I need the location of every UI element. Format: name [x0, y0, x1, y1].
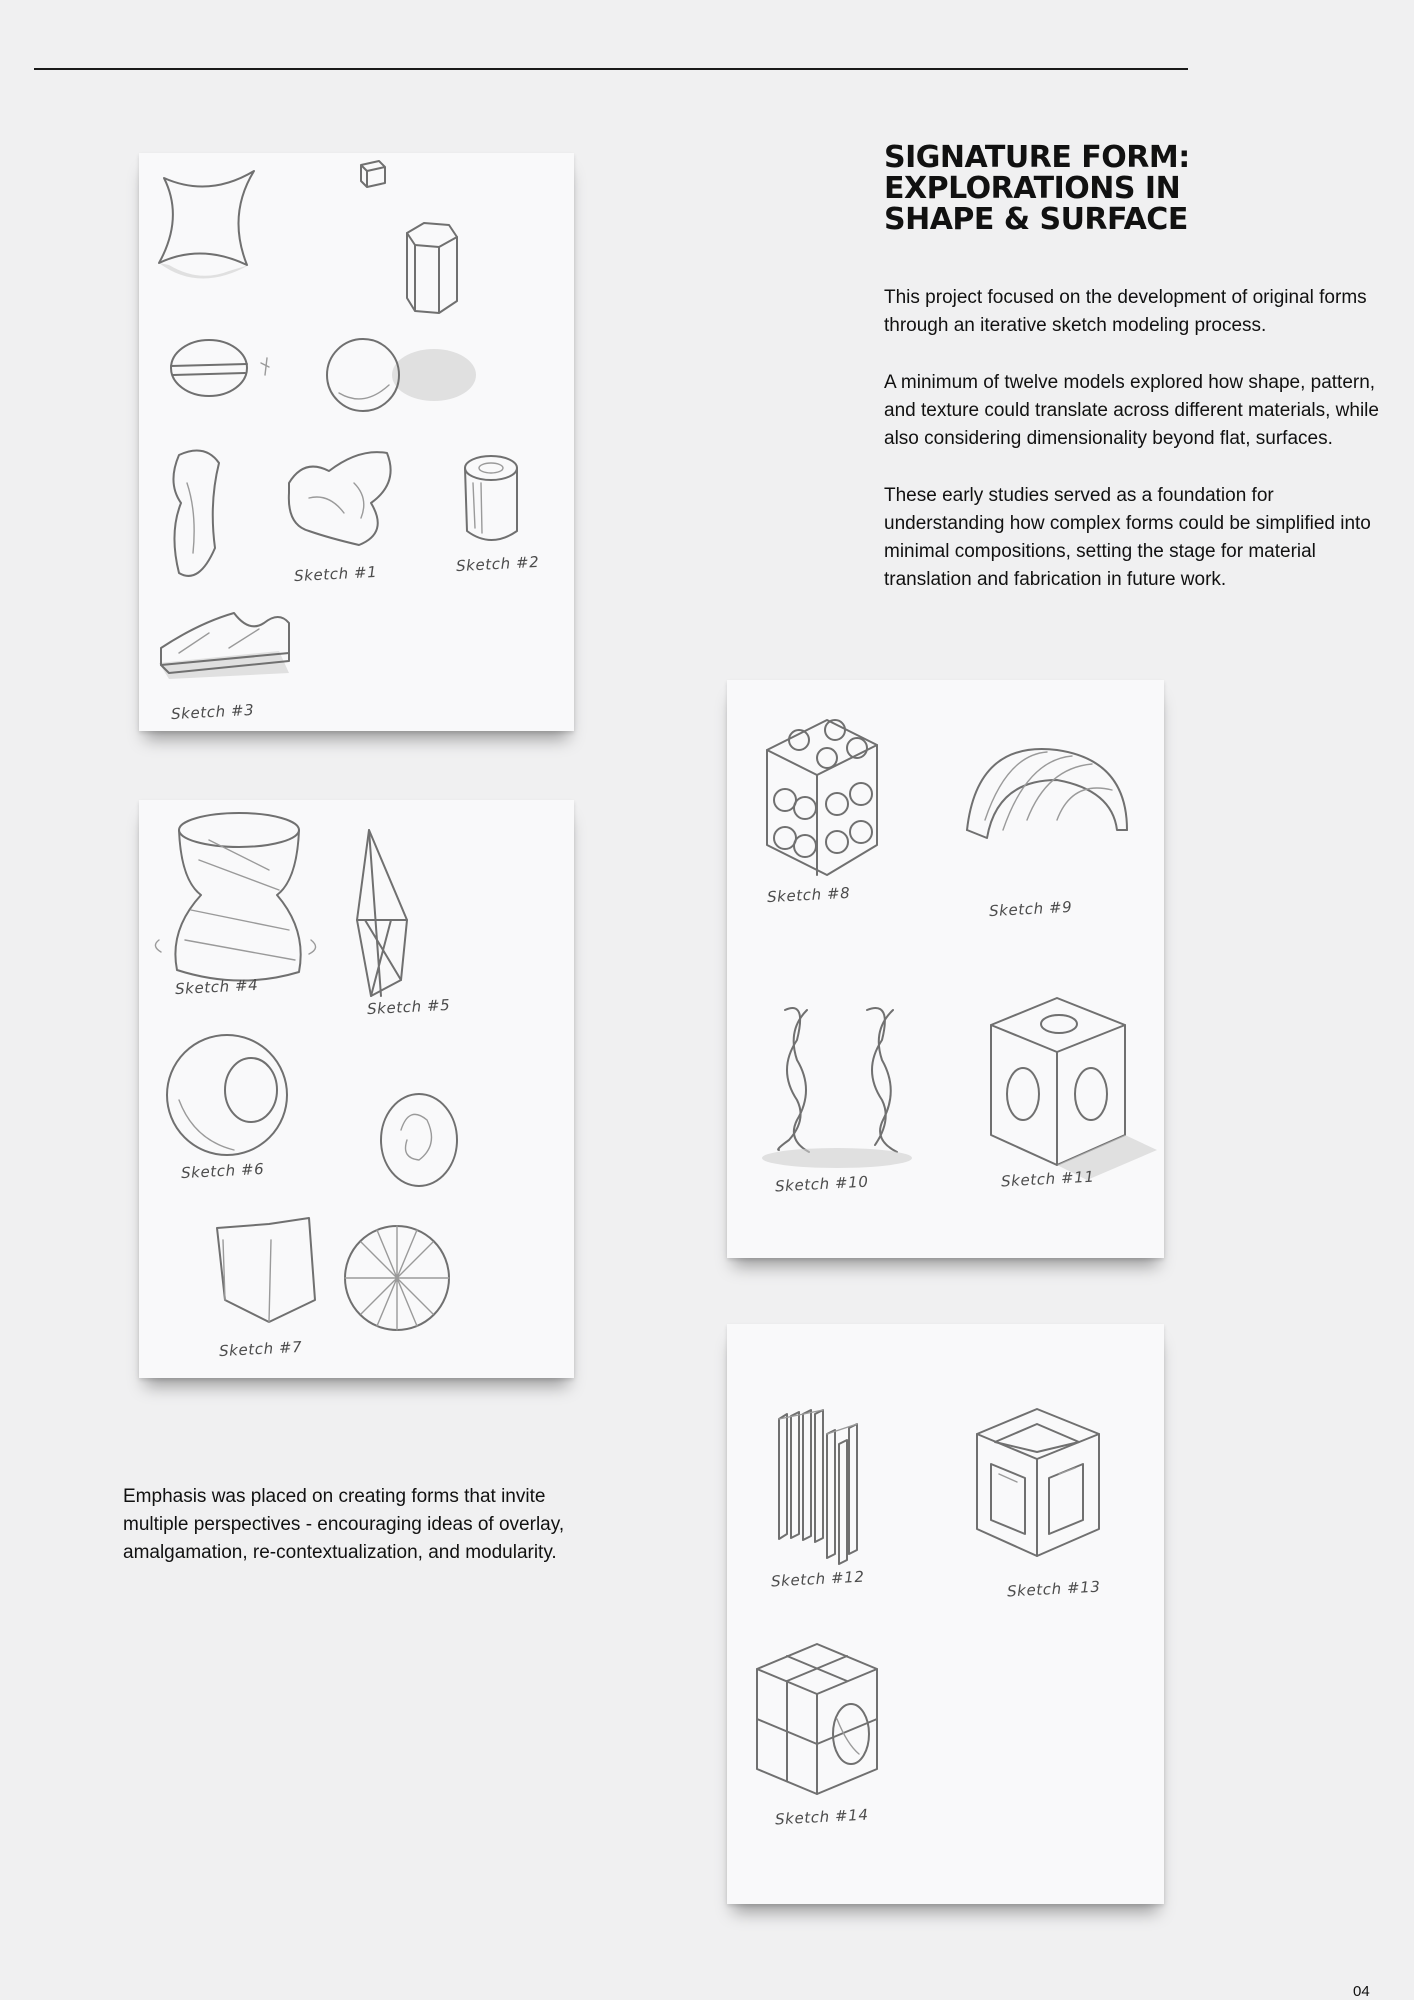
- sketch-caption-5: Sketch #5: [366, 995, 451, 1019]
- sketch-caption-7: Sketch #7: [218, 1337, 303, 1361]
- intro-text: [884, 284, 1384, 623]
- sketch-sheet-3: [727, 680, 1164, 1258]
- intro-paragraph-1: This project focused on the development of original forms through an iterative sketch modeling process.: [884, 287, 1367, 336]
- sketch-caption-3: Sketch #3: [170, 700, 255, 724]
- title-line-3: SHAPE & SURFACE: [884, 202, 1188, 237]
- page-number: 04: [1353, 1983, 1370, 2000]
- sketch-caption-2: Sketch #2: [455, 552, 540, 576]
- sketch-sheet-1: [139, 153, 574, 731]
- sketch-caption-14: Sketch #14: [774, 1805, 869, 1829]
- page-title: [884, 142, 1364, 235]
- sketch-caption-6: Sketch #6: [180, 1159, 265, 1183]
- sketch-caption-11: Sketch #11: [1000, 1167, 1095, 1191]
- sketch-caption-9: Sketch #9: [988, 897, 1073, 921]
- sketch-caption-8: Sketch #8: [766, 883, 851, 907]
- intro-paragraph-2: A minimum of twelve models explored how shape, pattern, and texture could translate across different materials, while also considering dimensionality beyond flat, surfaces.: [884, 372, 1379, 449]
- sketch-caption-10: Sketch #10: [774, 1172, 869, 1196]
- sketch-caption-12: Sketch #12: [770, 1567, 865, 1591]
- top-rule: [34, 68, 1188, 70]
- intro-paragraph-3: These early studies served as a foundation for understanding how complex forms could be simplified into minimal compositions, setting the stage for material translation and fabrication in future work.: [884, 485, 1371, 590]
- sketch-sheet-4: [727, 1324, 1164, 1904]
- sketch-caption-4: Sketch #4: [174, 975, 259, 999]
- emphasis-paragraph: Emphasis was placed on creating forms that invite multiple perspectives - encouraging ideas of overlay, amalgamation, re-contextualization, and modularity.: [123, 1486, 565, 1563]
- sketch-caption-1: Sketch #1: [293, 562, 378, 586]
- sketch-caption-13: Sketch #13: [1006, 1577, 1101, 1601]
- title-line-1: SIGNATURE FORM:: [884, 140, 1190, 175]
- title-line-2: EXPLORATIONS IN: [884, 171, 1181, 206]
- sketch-sheet-2: [139, 800, 574, 1378]
